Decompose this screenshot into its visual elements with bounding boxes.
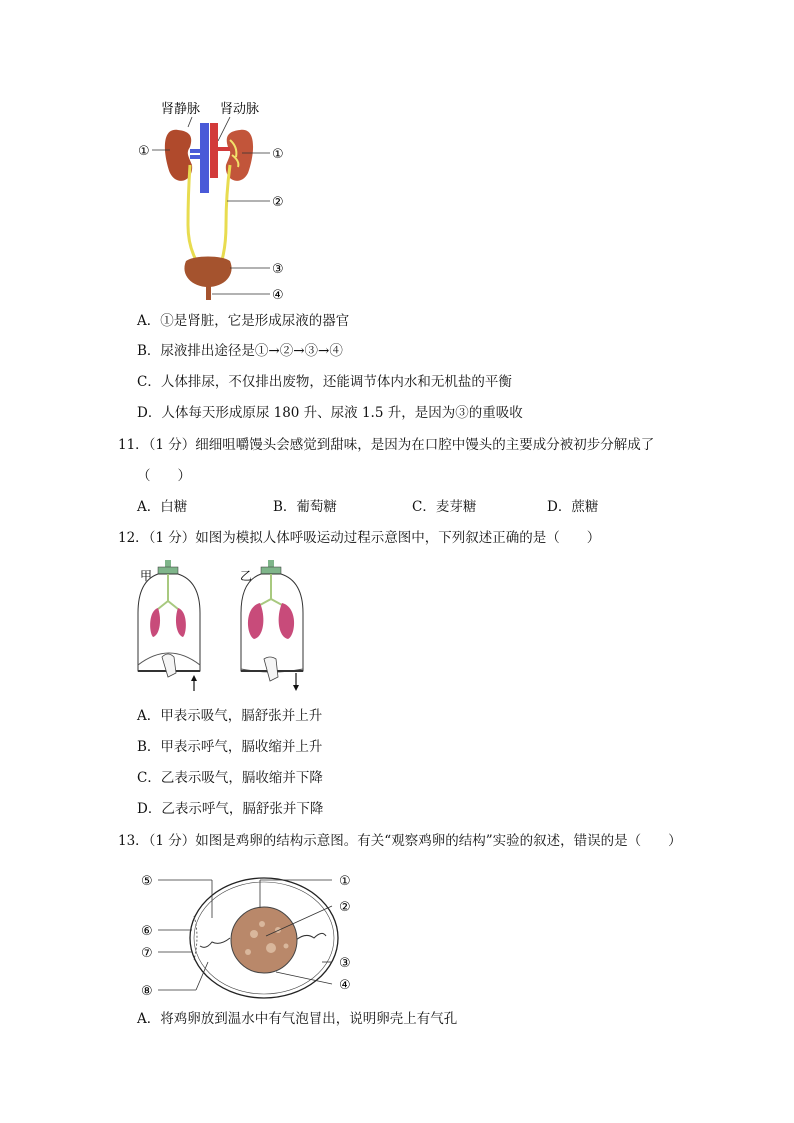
label-yi: 乙 xyxy=(240,569,253,583)
urinary-system-figure xyxy=(130,95,300,305)
marker-2: ② xyxy=(339,900,351,915)
q12-option-b: B．甲表示呼气，膈收缩并上升 xyxy=(137,739,323,755)
breathing-model-figure xyxy=(136,553,316,698)
renal-artery-label: 肾动脉 xyxy=(220,102,260,117)
q12-option-a: A．甲表示吸气，膈舒张并上升 xyxy=(137,708,323,724)
q12-stem: 12．（1 分）如图为模拟人体呼吸运动过程示意图中，下列叙述正确的是（ ） xyxy=(118,530,601,546)
marker-5: ⑤ xyxy=(141,874,153,889)
q12-option-c: C．乙表示吸气，膈收缩并下降 xyxy=(137,770,323,786)
marker-7: ⑦ xyxy=(141,946,153,961)
egg-structure-figure xyxy=(136,866,366,1006)
marker-6: ⑥ xyxy=(141,924,153,939)
q10-option-d: D．人体每天形成原尿 180 升、尿液 1.5 升，是因为③的重吸收 xyxy=(137,405,523,421)
q13-stem: 13．（1 分）如图是鸡卵的结构示意图。有关“观察鸡卵的结构”实验的叙述，错误的是（ ） xyxy=(118,833,682,849)
marker-1: ① xyxy=(339,874,351,889)
q10-option-c: C．人体排尿，不仅排出废物，还能调节体内水和无机盐的平衡 xyxy=(137,374,512,390)
renal-vein-label: 肾静脉 xyxy=(161,102,201,117)
marker-8: ⑧ xyxy=(141,984,153,999)
marker-1-right: ① xyxy=(272,147,284,162)
q10-option-b: B．尿液排出途径是①→②→③→④ xyxy=(137,343,343,359)
q11-option-b: B．葡萄糖 xyxy=(273,499,337,515)
marker-3: ③ xyxy=(339,956,351,971)
label-jia: 甲 xyxy=(140,569,153,583)
q11-option-a: A．白糖 xyxy=(137,499,188,515)
q12-option-d: D．乙表示呼气，膈舒张并下降 xyxy=(137,801,324,817)
q11-option-c: C．麦芽糖 xyxy=(412,499,477,515)
q10-option-a: A．①是肾脏，它是形成尿液的器官 xyxy=(137,313,350,329)
marker-4: ④ xyxy=(272,288,284,303)
q11-paren: （ ） xyxy=(137,468,191,484)
marker-1-left: ① xyxy=(138,144,150,159)
marker-4: ④ xyxy=(339,978,351,993)
q13-option-a: A．将鸡卵放到温水中有气泡冒出，说明卵壳上有气孔 xyxy=(137,1011,458,1027)
q11-option-d: D．蔗糖 xyxy=(547,499,599,515)
marker-3: ③ xyxy=(272,262,284,277)
q11-stem: 11．（1 分）细细咀嚼馒头会感觉到甜味，是因为在口腔中馒头的主要成分被初步分解成了 xyxy=(118,437,655,453)
marker-2: ② xyxy=(272,195,284,210)
